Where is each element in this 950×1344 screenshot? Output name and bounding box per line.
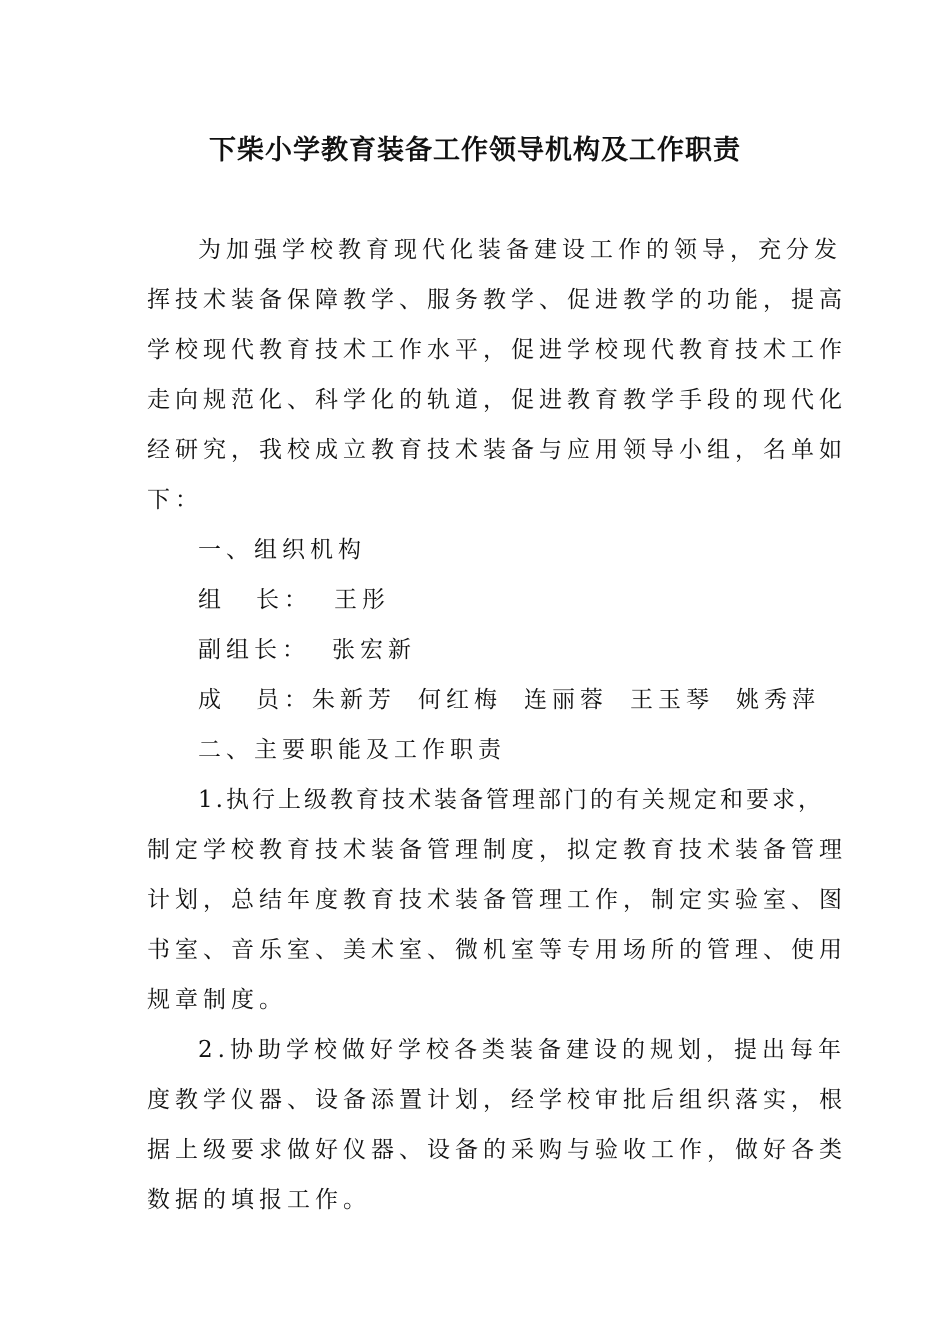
paragraph-line: 数据的填报工作。	[147, 1187, 371, 1213]
paragraph-line: 1.执行上级教育技术装备管理部门的有关规定和要求，	[198, 787, 824, 813]
leader-name: 王彤	[334, 587, 390, 613]
leader-label-a: 组	[198, 587, 226, 613]
paragraph-line: 制定学校教育技术装备管理制度，拟定教育技术装备管理	[147, 837, 847, 863]
member-name: 朱新芳	[312, 687, 396, 713]
members-label-a: 成	[198, 687, 226, 713]
paragraph-line: 计划，总结年度教育技术装备管理工作，制定实验室、图	[147, 887, 847, 913]
paragraph-line: 度教学仪器、设备添置计划，经学校审批后组织落实，根	[147, 1087, 847, 1113]
paragraph-line: 经研究，我校成立教育技术装备与应用领导小组，名单如	[147, 437, 847, 463]
section-heading-organization: 一、组织机构	[198, 537, 366, 563]
members-row	[198, 683, 878, 717]
members-label-b: 员：	[256, 687, 312, 713]
leader-row	[198, 583, 878, 617]
paragraph-line: 2.协助学校做好学校各类装备建设的规划，提出每年	[198, 1037, 846, 1063]
member-name: 王玉琴	[630, 687, 714, 713]
member-name: 姚秀萍	[736, 687, 820, 713]
deputy-label: 副组长：	[198, 637, 310, 663]
paragraph-line: 为加强学校教育现代化装备建设工作的领导，充分发	[198, 237, 842, 263]
paragraph-line: 学校现代教育技术工作水平，促进学校现代教育技术工作	[147, 337, 847, 363]
paragraph-line: 规章制度。	[147, 987, 287, 1013]
deputy-name: 张宏新	[332, 637, 416, 663]
leader-label-b: 长：	[256, 587, 312, 613]
paragraph-line: 挥技术装备保障教学、服务教学、促进教学的功能，提高	[147, 287, 847, 313]
section-heading-duties: 二、主要职能及工作职责	[198, 737, 506, 763]
deputy-row	[198, 633, 878, 667]
document-title: 下柴小学教育装备工作领导机构及工作职责	[209, 135, 741, 166]
member-name: 何红梅	[418, 687, 502, 713]
paragraph-line: 书室、音乐室、美术室、微机室等专用场所的管理、使用	[147, 937, 847, 963]
paragraph-line: 走向规范化、科学化的轨道，促进教育教学手段的现代化	[147, 387, 847, 413]
paragraph-line: 据上级要求做好仪器、设备的采购与验收工作，做好各类	[147, 1137, 847, 1163]
member-name: 连丽蓉	[524, 687, 608, 713]
paragraph-line: 下：	[147, 487, 203, 513]
